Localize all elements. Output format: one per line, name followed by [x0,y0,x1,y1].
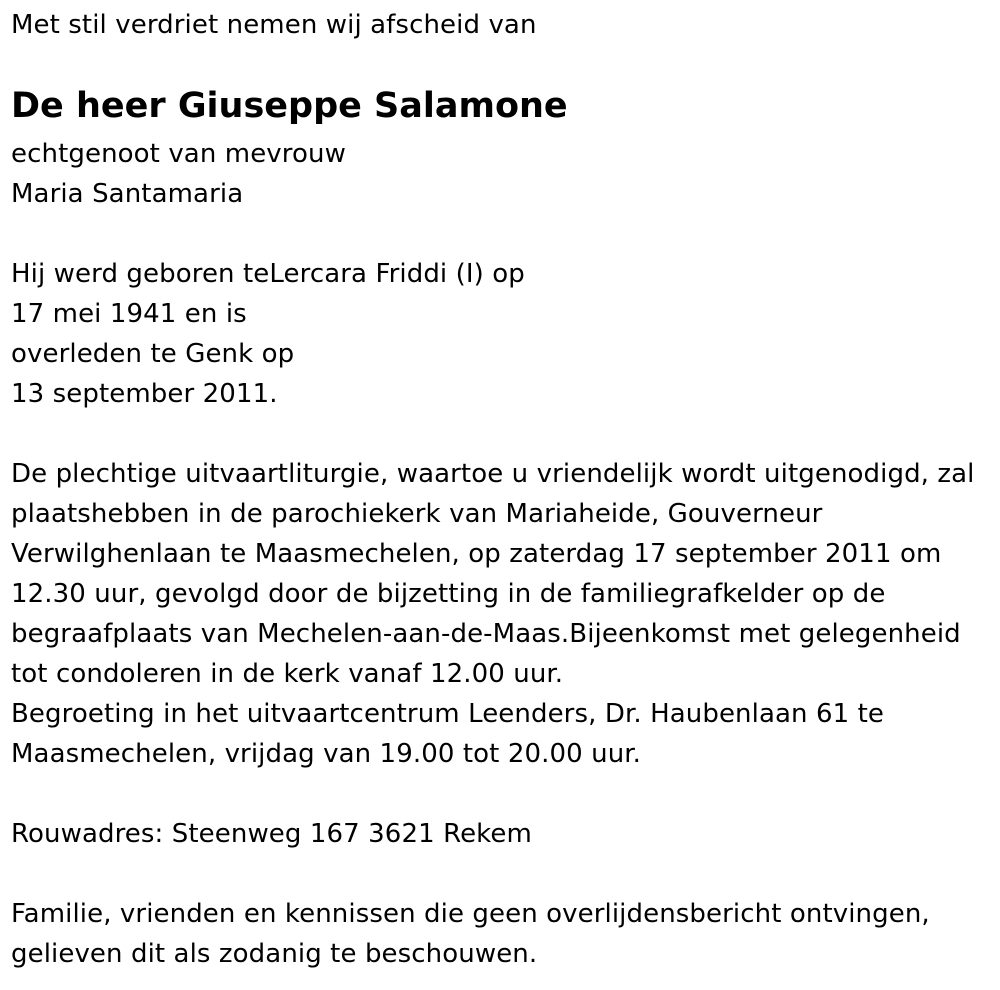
ceremony-line-3: Verwilghenlaan te Maasmechelen, op zaterdag 17 september 2011 om [11,539,942,569]
ceremony-line-6: tot condoleren in de kerk vanaf 12.00 uur. [11,659,564,689]
closing-line-1: Familie, vrienden en kennissen die geen overlijdensbericht ontvingen, [11,899,930,929]
intro-text: Met stil verdriet nemen wij afscheid van [11,10,537,40]
death-line-1: overleden te Genk op [11,339,295,369]
birth-line-1: Hij werd geboren teLercara Friddi (I) op [11,259,525,289]
closing-line-2: gelieven dit als zodanig te beschouwen. [11,939,538,969]
visitation-line-2: Maasmechelen, vrijdag van 19.00 tot 20.00 uur. [11,739,642,769]
ceremony-line-2: plaatshebben in de parochiekerk van Mariaheide, Gouverneur [11,499,823,529]
ceremony-line-1: De plechtige uitvaartliturgie, waartoe u vriendelijk wordt uitgenodigd, zal [11,459,975,489]
visitation-line-1: Begroeting in het uitvaartcentrum Leenders, Dr. Haubenlaan 61 te [11,699,885,729]
ceremony-line-5: begraafplaats van Mechelen-aan-de-Maas.Bijeenkomst met gelegenheid [11,619,961,649]
death-line-2: 13 september 2011. [11,379,278,409]
spouse-line-2: Maria Santamaria [11,179,244,209]
birth-line-2: 17 mei 1941 en is [11,299,247,329]
mourning-address: Rouwadres: Steenweg 167 3621 Rekem [11,819,532,849]
ceremony-line-4: 12.30 uur, gevolgd door de bijzetting in de familiegrafkelder op de [11,579,886,609]
deceased-name: De heer Giuseppe Salamone [11,86,568,126]
spouse-line-1: echtgenoot van mevrouw [11,139,346,169]
